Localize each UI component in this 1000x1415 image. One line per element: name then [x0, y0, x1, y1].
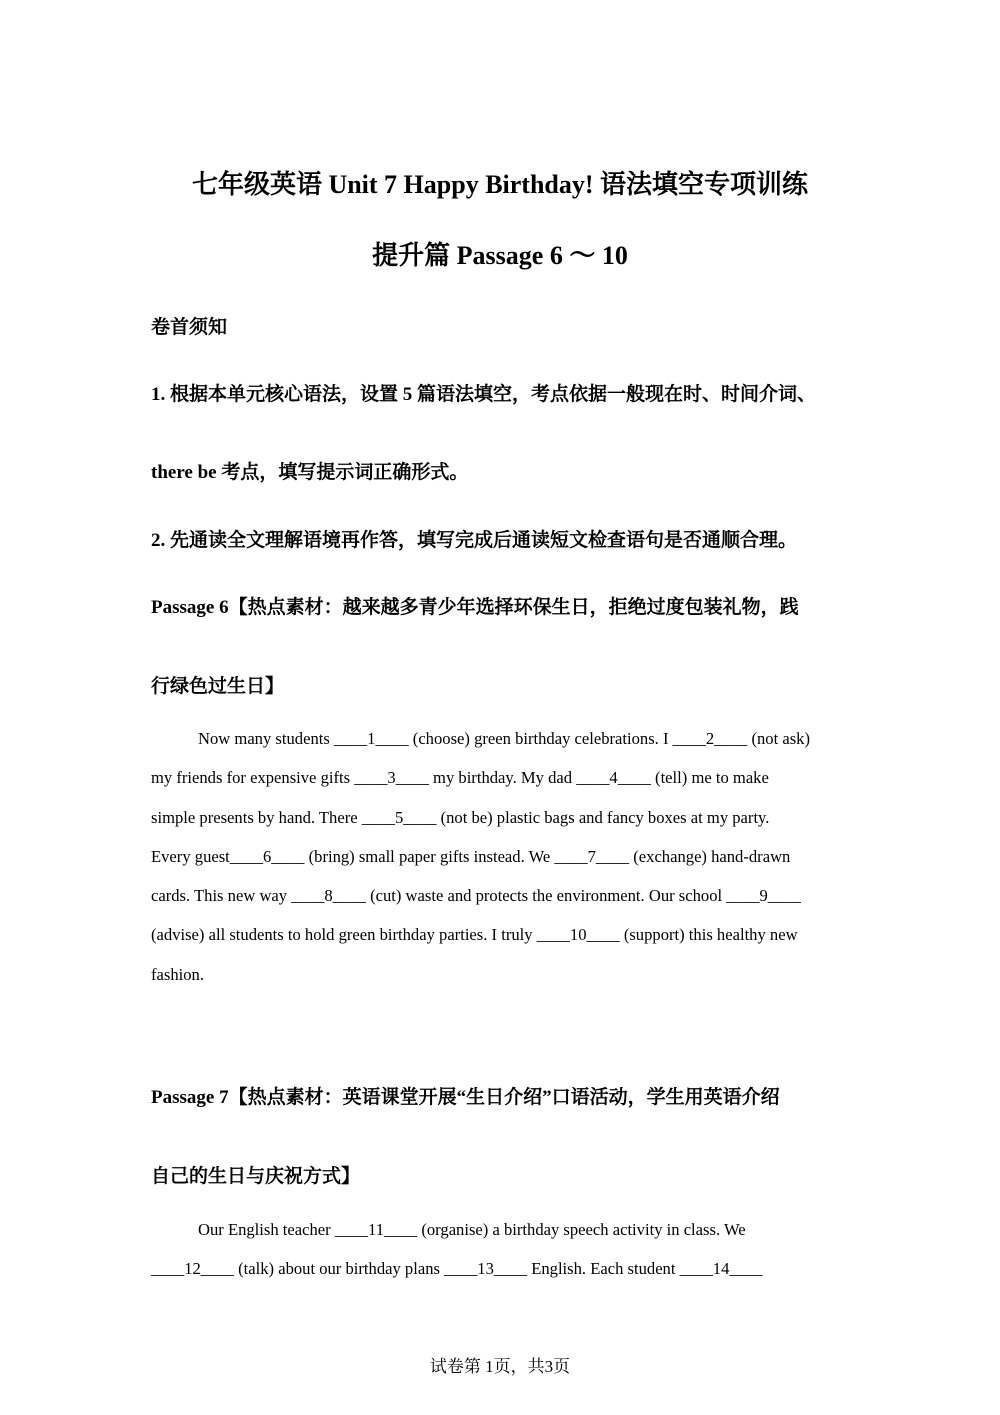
notice-item-1-line-1: 1. 根据本单元核心语法，设置 5 篇语法填空，考点依据一般现在时、时间介词、 [151, 384, 817, 405]
document-title: 七年级英语 Unit 7 Happy Birthday! 语法填空专项训练 [191, 170, 809, 199]
page-number: 试卷第 1页，共3页 [429, 1357, 571, 1376]
passage-line: simple presents by hand. There ____5____ (not be) plastic bags and fancy boxes at my party. [151, 807, 770, 827]
passage-7-text [151, 1210, 851, 1289]
notice-heading: 卷首须知 [151, 317, 228, 338]
passage-line: (advise) all students to hold green birthday parties. I truly ____10____ (support) this healthy new [151, 925, 798, 945]
passage-6-text [151, 719, 851, 994]
notice-item-1-line-2: there be 考点，填写提示词正确形式。 [151, 462, 469, 483]
passage-7-heading-line-2: 自己的生日与庆祝方式】 [151, 1166, 361, 1187]
passage-line: ____12____ (talk) about our birthday plans ____13____ English. Each student ____14____ [151, 1259, 763, 1279]
passage-line: Every guest____6____ (bring) small paper gifts instead. We ____7____ (exchange) hand-drawn [151, 846, 791, 866]
passage-line: Now many students ____1____ (choose) green birthday celebrations. I ____2____ (not ask) [198, 729, 810, 748]
notice-item-2: 2. 先通读全文理解语境再作答，填写完成后通读短文检查语句是否通顺合理。 [151, 530, 798, 551]
passage-6-heading-line-2: 行绿色过生日】 [151, 676, 285, 697]
passage-6-heading-line-1: Passage 6【热点素材：越来越多青少年选择环保生日，拒绝过度包装礼物，践 [151, 597, 799, 618]
passage-line: fashion. [151, 964, 204, 984]
passage-line: my friends for expensive gifts ____3____ my birthday. My dad ____4____ (tell) me to make [151, 768, 769, 788]
passage-line: cards. This new way ____8____ (cut) waste and protects the environment. Our school ____9____ [151, 886, 801, 906]
passage-line: Our English teacher ____11____ (organise) a birthday speech activity in class. We [198, 1220, 746, 1239]
passage-7-heading-line-1: Passage 7【热点素材：英语课堂开展“生日介绍”口语活动，学生用英语介绍 [151, 1087, 780, 1108]
document-subtitle: 提升篇 Passage 6 ～ 10 [372, 241, 628, 270]
